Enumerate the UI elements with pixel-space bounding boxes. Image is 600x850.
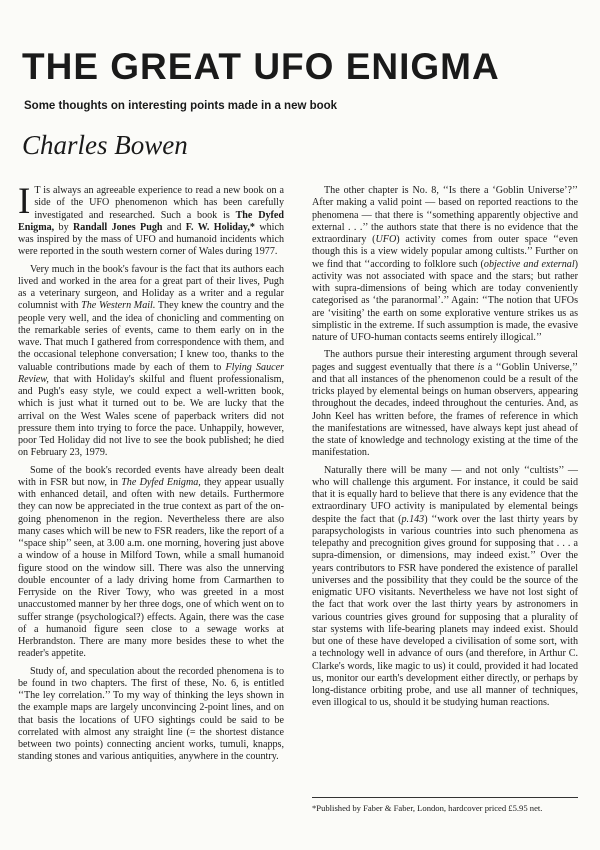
book-author: Randall Jones Pugh	[73, 221, 163, 233]
left-column	[18, 181, 285, 769]
paragraph: Naturally there will be many — and not only ‘‘cultists’’ — who will challenge this argument. For instance, it could be said that it is equally hard to believe that there is any evidence that the extraordinary UFO activity is manipulated by elemental beings despite the fact that (p.143) ‘‘work over the last thirty years by parapsychologists in various countries into such phenomena as telepathy and precognition gives ground for supposing that . . . a supra-dimension, or dimensions, may indeed exist.’’ Over the years contributors to FSR have pondered the existence of parallel universes and the possibility that they could be the source of the enigmatic UFO visitants. Nevertheless we have not lost sight of the fact that work over the last thirty years by astronomers in various countries gives ground for supposing that a plurality of star systems with life-bearing planets may indeed exist. Should but one of these have developed a civilisation of some sort, with a technology well in advance of ours (and therefore, in Arthur C. Clarke's words, like magic to us) it could, provided it had located us, monitor our earth's development either directly, or perhaps by long-distance orbiting probe, and use all manner of techniques, even illogical to us, should it be studying human reactions.	[312, 464, 578, 709]
paragraph: The authors pursue their interesting argument through several pages and suggest eventually that there is a ‘‘Goblin Universe,’’ and that all instances of the phenomenon could be a result of the tricks played by elemental beings on human observers, appearing throughout the decades, indeed throughout the centuries. And, as John Keel has written before, the frames of reference in which the manifestations are witnessed, have always kept just ahead of the state of knowledge and technology existing at the time of the manifestation.	[312, 349, 579, 459]
paragraph: Study of, and speculation about the recorded phenomena is to be found in two chapters. The first of these, No. 6, is entitled ‘‘The ley correlation.’’ To my way of thinking the leys shown in the example maps are largely unconvincing 2-point lines, and on that basis the locations of UFO sightings could be said to be correlated with almost any straight line (= the shortest distance between two points) connecting ancient works, tumuli, knapps, standing stones and various antiquities, anywhere in the country.	[18, 665, 284, 763]
page-title: THE GREAT UFO ENIGMA	[22, 46, 500, 87]
paragraph: Some of the book's recorded events have already been dealt with in FSR but now, in The Dyfed Enigma, they appear usually with enhanced detail, and often with new details. Furthermore they can now be appreciated in the true context as part of the on-going phenomenon in the region. Nevertheless there are also many cases which will be new to FSR readers, like the report of a ‘‘space ship’’ seen, at 3.00 a.m. one morning, hovering just above a window of a house in Milford Town, while a small humanoid figure stood on the window sill. There was also the unnerving double encounter of a lady driving home from Carmarthen to Ferryside on the River Towy, who was greeted in a most unaccustomed manner by her three dogs, one of which went on to suffer strange (psychological?) effects. Again, there was the case of a humanoid figure seen close to a sewage works at Herbrandston. There are many more besides these to whet the reader's appetite.	[18, 464, 284, 660]
footnote-divider	[312, 797, 578, 798]
book-title: The Dyfed Enigma,	[18, 209, 284, 233]
right-column	[312, 185, 578, 715]
drop-cap: I	[18, 181, 31, 222]
author-byline: Charles Bowen	[22, 130, 188, 160]
footnote: *Published by Faber & Faber, London, hardcover priced £5.95 net.	[312, 803, 543, 813]
paragraph: I T is always an agreeable experience to read a new book on a side of the UFO phenomenon which has been carefully investigated and researched. Such a book is The Dyfed Enigma, by Randall Jones Pugh and F. W. Holiday,* which was inspired by the mass of UFO and humanoid incidents which were reported in the south western corner of Wales during 1977.	[18, 181, 285, 258]
paragraph: Very much in the book's favour is the fact that its authors each lived and worked in the area for a great part of their lives, Pugh as a veterinary surgeon, and Holiday as a writer and a regular columnist with The Western Mail. They knew the country and the people very well, and the idea of chonicling and commenting on the remarkable series of events, came to them early on in the wave. That much I gathered from correspondence with them, and the occasional telephone conversation; I knew too, thanks to the valuable contributions made by each of them to Flying Saucer Review, that with Holiday's skilful and fluent professionalism, and Pugh's easy style, we could expect a well-written book, which is just what it turned out to be. We are lucky that the arrival on the West Wales scene of paperback writers did not pressure them into trying to force the pace. Unhappily, however, poor Ted Holiday did not live to see the book published; he died on February 23, 1979.	[18, 263, 285, 459]
subtitle: Some thoughts on interesting points made in a new book	[24, 100, 338, 112]
book-author: F. W. Holiday,*	[185, 221, 255, 233]
paragraph: The other chapter is No. 8, ‘‘Is there a ‘Goblin Universe’?’’ After making a valid point — based on reported reactions to the phenomena — that there is ‘‘something apparently objective and external . . .’’ the authors state that there is no evidence that the extraordinary (UFO) activity comes from outer space ‘‘even though this is a view widely popular among cultists.’’ Further on we find that ‘‘according to folklore such (objective and external) activity was not associated with space and the stars; but rather with supra-dimensions of being which are today conveniently categorised as ‘the paranormal’.’’ Again: ‘‘The notion that UFOs are ‘visiting’ the earth on some explorative venture strikes us as simplistic in the extreme. If such assumption is made, the evasive nature of UFO-human contacts seems entirely illogical.’’	[312, 185, 579, 343]
